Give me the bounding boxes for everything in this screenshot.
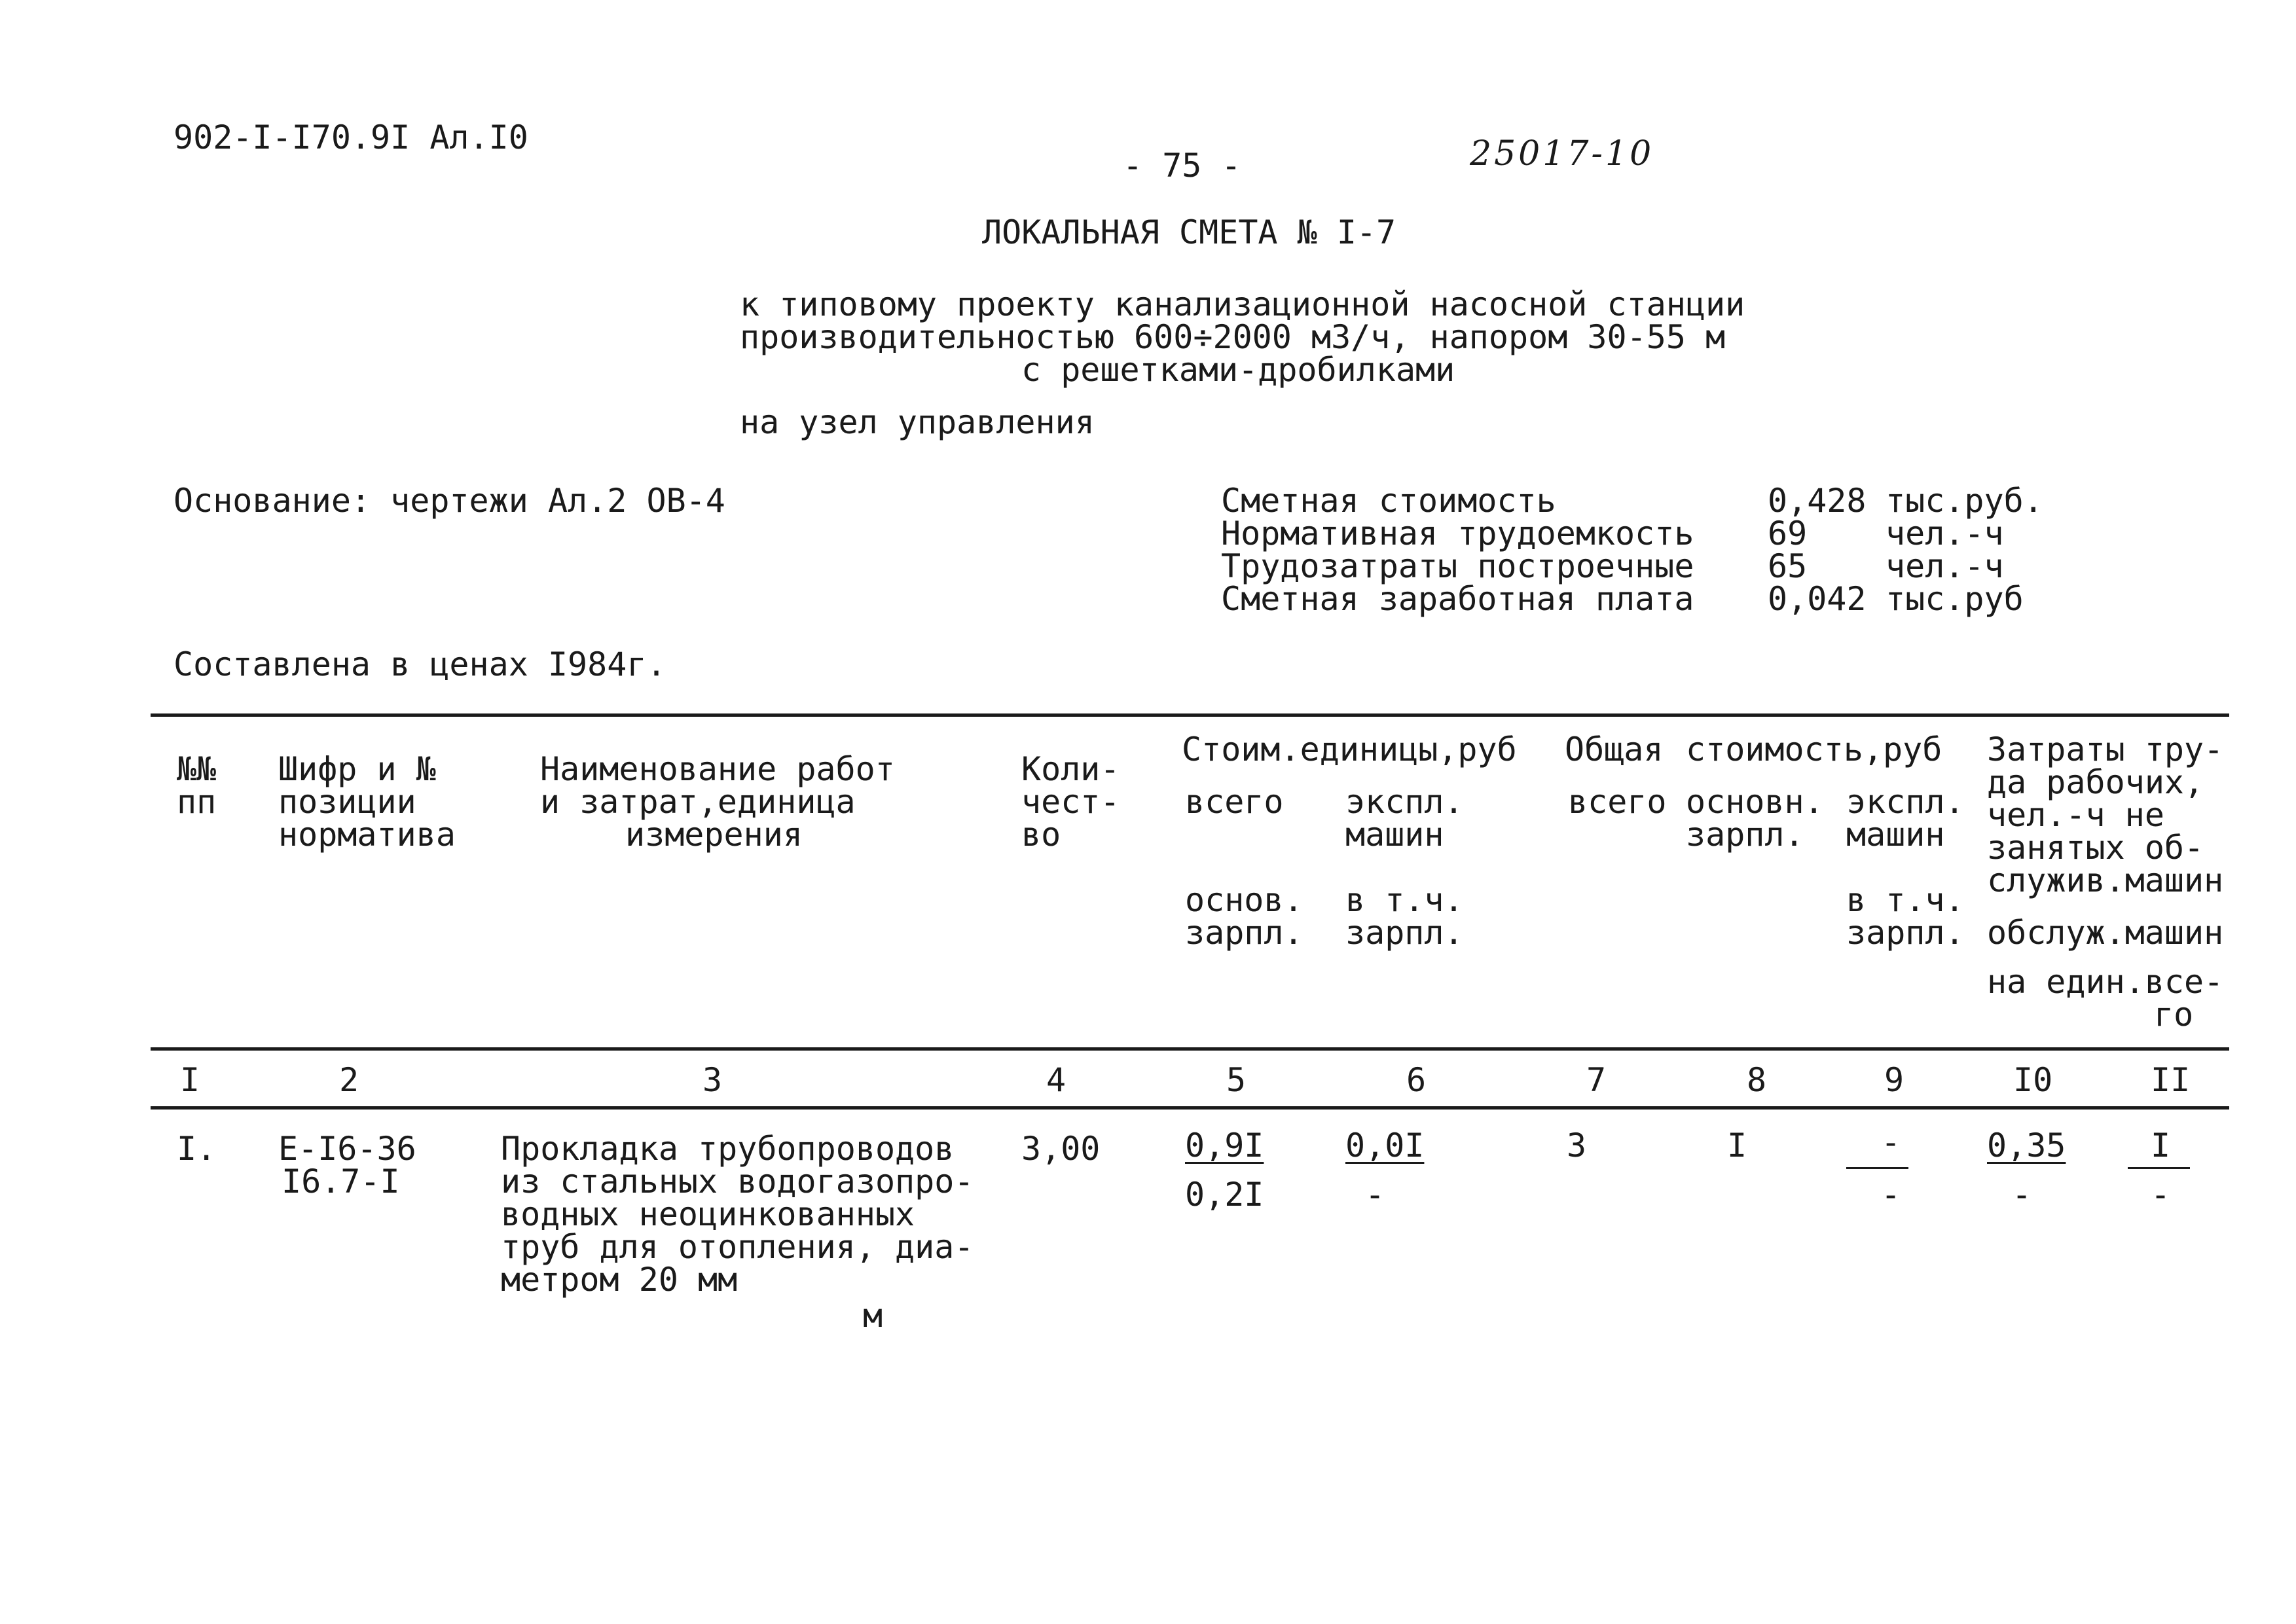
- document-code: 902-I-I70.9I Ал.I0: [173, 118, 528, 156]
- summary-unit: чел.-ч: [1886, 547, 2004, 585]
- header-c10-line5: служив.машин: [1987, 861, 2224, 899]
- row-code-line1: Е-I6-36: [278, 1130, 416, 1168]
- row-name-line3: водных неоцинкованных: [501, 1195, 915, 1233]
- header-c6-bottom-line2: зарпл.: [1345, 914, 1464, 952]
- header-total-group-a: Общая: [1565, 731, 1664, 768]
- prices-note: Составлена в ценах I984г.: [173, 645, 666, 683]
- column-number: 2: [339, 1061, 359, 1099]
- summary-label: Сметная заработная плата: [1221, 580, 1694, 618]
- column-number: 5: [1226, 1061, 1247, 1099]
- page-title: ЛОКАЛЬНАЯ СМЕТА № I-7: [982, 213, 1396, 251]
- summary-label: Сметная стоимость: [1221, 482, 1556, 520]
- column-number: 7: [1586, 1061, 1607, 1099]
- row-c6-top: 0,0I: [1345, 1127, 1425, 1164]
- column-number: 6: [1406, 1061, 1427, 1099]
- header-c9-top-line1: экспл.: [1846, 783, 1965, 821]
- row-c9-bottom: -: [1881, 1176, 1901, 1214]
- header-c10-line2: да рабочих,: [1987, 763, 2204, 801]
- header-c10-line7: на един.все-: [1987, 963, 2224, 1001]
- header-c3-line1: Наименование работ: [540, 750, 895, 788]
- header-c7: всего: [1568, 783, 1667, 821]
- header-unit-cost-group: Стоим.единицы,руб: [1182, 731, 1517, 768]
- header-c6-bottom-line1: в т.ч.: [1345, 881, 1464, 919]
- subtitle-line-2: производительностью 600÷2000 м3/ч, напором 30-55 м: [740, 318, 1726, 356]
- header-c5-bottom-line2: зарпл.: [1185, 914, 1303, 952]
- header-c1-line2: пп: [177, 783, 217, 821]
- header-c10-line6: обслуж.машин: [1987, 914, 2224, 952]
- header-c4-line2: чест-: [1021, 783, 1120, 821]
- row-c11-bottom: -: [2151, 1176, 2171, 1214]
- header-c6-top-line2: машин: [1345, 816, 1444, 854]
- summary-label: Трудозатраты построечные: [1221, 547, 1694, 585]
- header-c2-line2: позиции: [278, 783, 416, 821]
- row-c5-bottom: 0,2I: [1185, 1176, 1264, 1214]
- subtitle-line-1: к типовому проекту канализационной насосной станции: [740, 285, 1745, 323]
- row-c8: I: [1727, 1127, 1747, 1164]
- summary-value: 0,042: [1768, 580, 1867, 618]
- header-c8-line1: основн.: [1686, 783, 1824, 821]
- column-number: 9: [1884, 1061, 1904, 1099]
- column-number: I0: [2013, 1061, 2053, 1099]
- header-c9-top-line2: машин: [1846, 816, 1945, 854]
- subtitle-line-3: с решетками-дробилками: [1021, 351, 1455, 389]
- header-c9-bottom-line2: зарпл.: [1846, 914, 1965, 952]
- header-c3-line3: измерения: [625, 816, 803, 854]
- row-name-line1: Прокладка трубопроводов: [501, 1130, 955, 1168]
- row-c11-top: I: [2151, 1127, 2171, 1164]
- header-c4-line3: во: [1021, 816, 1061, 854]
- row-unit: м: [863, 1297, 883, 1335]
- header-c1-line1: №№: [177, 750, 217, 788]
- summary-value: 65: [1768, 547, 1808, 585]
- summary-unit: тыс.руб.: [1886, 482, 2043, 520]
- header-c8-line2: зарпл.: [1686, 816, 1804, 854]
- header-c4-line1: Коли-: [1021, 750, 1120, 788]
- header-c10-line4: занятых об-: [1987, 829, 2204, 867]
- header-c6-top-line1: экспл.: [1345, 783, 1464, 821]
- table-header-rule: [151, 1047, 2229, 1051]
- summary-unit: тыс.руб: [1886, 580, 2024, 618]
- header-c10-line1: Затраты тру-: [1987, 731, 2224, 768]
- handwritten-number: 25017-10: [1470, 134, 1654, 173]
- header-c5-top: всего: [1185, 783, 1284, 821]
- header-total-group-b: стоимость,руб: [1686, 731, 1942, 768]
- summary-value: 0,428: [1768, 482, 1867, 520]
- column-number: 8: [1747, 1061, 1767, 1099]
- row-quantity: 3,00: [1021, 1130, 1101, 1168]
- row-c11-rule: [2128, 1167, 2190, 1169]
- row-c5-top: 0,9I: [1185, 1127, 1264, 1164]
- summary-label: Нормативная трудоемкость: [1221, 514, 1694, 552]
- column-number: I: [180, 1061, 200, 1099]
- row-c10-top: 0,35: [1987, 1127, 2066, 1164]
- row-c7: 3: [1567, 1127, 1587, 1164]
- header-c5-bottom-line1: основ.: [1185, 881, 1303, 919]
- table-numbers-rule: [151, 1106, 2229, 1110]
- header-c10-line3: чел.-ч не: [1987, 796, 2164, 834]
- header-c2-line1: Шифр и №: [278, 750, 436, 788]
- summary-value: 69: [1768, 514, 1808, 552]
- column-number: II: [2151, 1061, 2191, 1099]
- basis-text: Основание: чертежи Ал.2 ОВ-4: [173, 482, 725, 520]
- table-top-rule: [151, 713, 2229, 717]
- row-c9-rule: [1846, 1167, 1908, 1169]
- summary-unit: чел.-ч: [1886, 514, 2004, 552]
- header-c2-line3: норматива: [278, 816, 456, 854]
- row-number: I.: [177, 1130, 217, 1168]
- column-number: 4: [1046, 1061, 1066, 1099]
- row-c9-top: -: [1881, 1123, 1901, 1161]
- row-name-line2: из стальных водогазопро-: [501, 1163, 974, 1200]
- header-c10-line8: го: [2154, 996, 2194, 1034]
- page-number: - 75 -: [1123, 147, 1241, 185]
- header-c9-bottom-line1: в т.ч.: [1846, 881, 1965, 919]
- column-number: 3: [702, 1061, 723, 1099]
- row-c10-bottom: -: [2012, 1176, 2032, 1214]
- row-name-line4: труб для отопления, диа-: [501, 1228, 974, 1266]
- header-c3-line2: и затрат,единица: [540, 783, 856, 821]
- row-name-line5: метром 20 мм: [501, 1261, 738, 1299]
- subtitle-line-4: на узел управления: [740, 403, 1095, 441]
- row-code-line2: I6.7-I: [282, 1163, 400, 1200]
- row-c6-bottom: -: [1365, 1176, 1385, 1214]
